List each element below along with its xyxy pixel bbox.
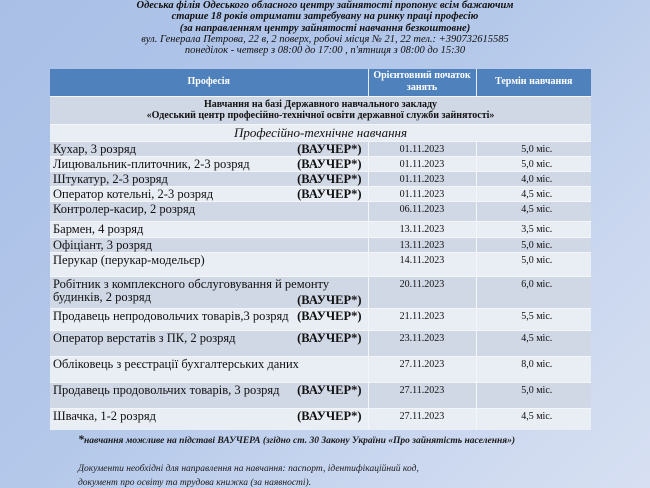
term-cell: 5,0 міс. — [476, 156, 591, 171]
profession-cell — [50, 382, 368, 408]
start-date-cell: 13.11.2023 — [368, 237, 476, 252]
start-date-cell: 01.11.2023 — [368, 186, 476, 201]
table-row — [50, 308, 591, 330]
profession-cell — [50, 237, 368, 252]
required-documents — [78, 462, 419, 488]
term-cell: 4,5 міс. — [476, 201, 591, 221]
term-cell: 5,0 міс. — [476, 382, 591, 408]
start-date-cell: 14.11.2023 — [368, 252, 476, 276]
table-row — [50, 201, 591, 221]
term-cell: 5,0 міс. — [476, 252, 591, 276]
documents-line-1: Документи необхідні для направлення на навчання: паспорт, ідентифікаційний код, — [78, 464, 419, 474]
footnote-text: навчання можливе на підставі ВАУЧЕРА (згідно ст. 30 Закону України «Про зайнятість населення») — [84, 436, 516, 446]
start-date-cell: 01.11.2023 — [368, 156, 476, 171]
term-cell: 4,0 міс. — [476, 171, 591, 186]
profession-cell — [50, 156, 368, 171]
professions-table-wrap — [50, 69, 591, 430]
table-row — [50, 330, 591, 356]
voucher-badge: (ВАУЧЕР*) — [297, 186, 362, 201]
table-row — [50, 186, 591, 201]
table-row — [50, 237, 591, 252]
voucher-badge: (ВАУЧЕР*) — [297, 382, 362, 397]
start-date-cell: 20.11.2023 — [368, 276, 476, 308]
documents-line-2: документ про освіту та трудова книжка (за наявності). — [78, 478, 312, 488]
profession-cell — [50, 408, 368, 430]
start-date-cell: 06.11.2023 — [368, 201, 476, 221]
institution-line-1: Навчання на базі Державного навчального закладу — [203, 98, 438, 110]
term-cell: 5,0 міс. — [476, 237, 591, 252]
start-date-cell: 27.11.2023 — [368, 382, 476, 408]
profession-cell — [50, 186, 368, 201]
profession-name: Лицювальник-плиточник, 2-3 розряд — [53, 156, 250, 171]
voucher-badge: (ВАУЧЕР*) — [297, 292, 362, 307]
table-row — [50, 382, 591, 408]
announcement-header — [0, 0, 650, 56]
hours-line: понеділок - четвер з 08:00 до 17:00 , п'ятниця з 08:00 до 15:30 — [184, 45, 466, 57]
profession-name: Бармен, 4 розряд — [53, 221, 144, 236]
table-row — [50, 141, 591, 156]
institution-line-2: «Одеський центр професійно-технічної освіти державної служби зайнятості» — [146, 110, 495, 121]
profession-cell — [50, 308, 368, 330]
term-cell: 4,5 міс. — [476, 408, 591, 430]
section-row — [50, 124, 591, 141]
column-header-profession: Професія — [50, 69, 368, 96]
profession-cell — [50, 171, 368, 186]
voucher-footnote — [78, 432, 515, 447]
profession-name: Контролер-касир, 2 розряд — [53, 201, 196, 216]
table-row — [50, 408, 591, 430]
profession-name: Перукар (перукар-модельєр) — [53, 252, 205, 267]
voucher-badge: (ВАУЧЕР*) — [297, 330, 362, 345]
voucher-badge: (ВАУЧЕР*) — [297, 156, 362, 171]
table-row — [50, 356, 591, 382]
table-header-row — [50, 69, 591, 96]
table-row — [50, 276, 591, 308]
voucher-badge: (ВАУЧЕР*) — [297, 171, 362, 186]
term-cell: 3,5 міс. — [476, 221, 591, 237]
profession-cell — [50, 276, 368, 308]
term-cell: 4,5 міс. — [476, 330, 591, 356]
profession-name: Швачка, 1-2 розряд — [53, 408, 156, 423]
term-cell: 4,5 міс. — [476, 186, 591, 201]
profession-cell — [50, 330, 368, 356]
term-cell: 6,0 міс. — [476, 276, 591, 308]
start-date-cell: 23.11.2023 — [368, 330, 476, 356]
start-date-cell: 27.11.2023 — [368, 356, 476, 382]
table-row — [50, 252, 591, 276]
section-title: Професійно-технічне навчання — [50, 124, 591, 141]
profession-cell — [50, 141, 368, 156]
voucher-badge: (ВАУЧЕР*) — [297, 141, 362, 156]
professions-table — [50, 69, 591, 430]
profession-cell — [50, 221, 368, 237]
profession-name: Кухар, 3 розряд — [53, 141, 136, 156]
start-date-cell: 27.11.2023 — [368, 408, 476, 430]
institution-row — [50, 96, 591, 124]
profession-cell — [50, 252, 368, 276]
column-header-start: Орієнтовний початок занять — [368, 69, 476, 96]
table-row — [50, 171, 591, 186]
profession-name: Обліковець з реєстрації бухгалтерських даних — [53, 356, 299, 371]
profession-name: Оператор верстатів з ПК, 2 розряд — [53, 330, 236, 345]
column-header-term: Термін навчання — [476, 69, 591, 96]
table-row — [50, 221, 591, 237]
profession-name: Робітник з комплексного обслуговування й ремонту будинків, 2 розряд — [53, 276, 330, 304]
header-line-1: Одеська філія Одеського обласного центру зайнятості пропонує всім бажаючим — [136, 0, 514, 11]
institution-cell — [50, 96, 591, 124]
voucher-badge: (ВАУЧЕР*) — [297, 408, 362, 423]
profession-name: Штукатур, 2-3 розряд — [53, 171, 168, 186]
header-line-3: (за направленням центру зайнятості навчання безкоштовне) — [179, 22, 471, 34]
start-date-cell: 01.11.2023 — [368, 141, 476, 156]
term-cell: 5,5 міс. — [476, 308, 591, 330]
table-row — [50, 156, 591, 171]
voucher-badge: (ВАУЧЕР*) — [297, 308, 362, 323]
profession-name: Продавець продовольчих товарів, 3 розряд — [53, 382, 280, 397]
profession-name: Оператор котельні, 2-3 розряд — [53, 186, 214, 201]
profession-name: Офіціант, 3 розряд — [53, 237, 152, 252]
start-date-cell: 01.11.2023 — [368, 171, 476, 186]
term-cell: 8,0 міс. — [476, 356, 591, 382]
header-line-2: старше 18 років отримати затребувану на ринку праці професію — [171, 11, 479, 23]
profession-cell — [50, 201, 368, 221]
start-date-cell: 13.11.2023 — [368, 221, 476, 237]
profession-name: Продавець непродовольчих товарів,3 розряд — [53, 308, 289, 323]
term-cell: 5,0 міс. — [476, 141, 591, 156]
address-line: вул. Генерала Петрова, 22 в, 2 поверх, робочі місця № 21, 22 тел.: +390732615585 — [141, 33, 509, 45]
profession-cell — [50, 356, 368, 382]
start-date-cell: 21.11.2023 — [368, 308, 476, 330]
footnote-star: * — [78, 432, 84, 446]
